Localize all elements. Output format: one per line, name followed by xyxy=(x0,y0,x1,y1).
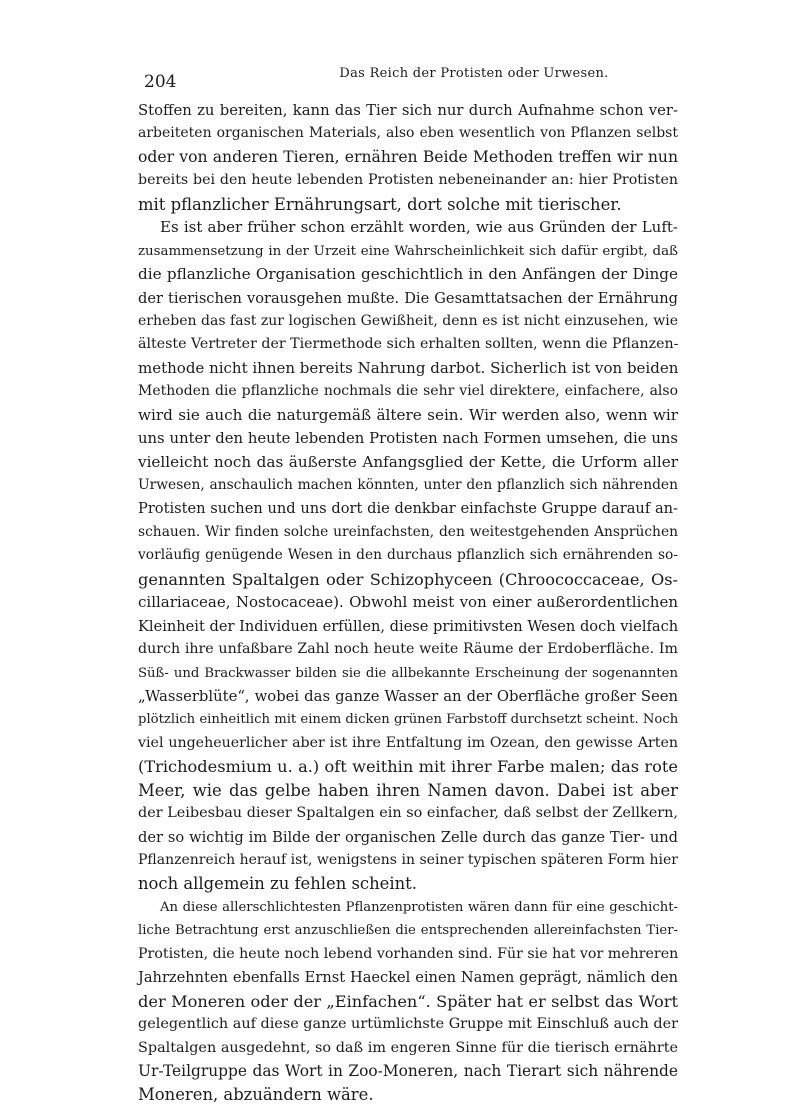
text-line: viel ungeheuerlicher aber ist ihre Entfaltung im Ozean, den gewisse Arten xyxy=(138,734,678,751)
text-line: genannten Spaltalgen oder Schizophyceen (Chroococcaceae, Os- xyxy=(138,569,678,589)
text-line: vorläufig genügende Wesen in den durchaus pflanzlich sich ernährenden so- xyxy=(138,547,678,564)
page-header xyxy=(144,60,664,90)
text-line: der so wichtig im Bilde der organischen Zelle durch das ganze Tier- und xyxy=(138,828,678,846)
text-line: erheben das fast zur logischen Gewißheit, denn es ist nicht einzusehen, wie xyxy=(138,312,678,329)
text-line: Methoden die pflanzliche nochmals die sehr viel direktere, einfachere, also xyxy=(138,383,678,400)
paragraph xyxy=(138,896,678,1107)
page-number: 204 xyxy=(144,72,177,92)
text-line: vielleicht noch das äußerste Anfangsglied der Kette, die Urform aller xyxy=(138,452,678,471)
text-line: wird sie auch die naturgemäß ältere sein. Wir werden also, wenn wir xyxy=(138,405,678,424)
text-line: arbeiteten organischen Materials, also eben wesentlich von Pflanzen selbst xyxy=(138,125,678,142)
running-title: Das Reich der Protisten oder Urwesen. xyxy=(339,66,609,81)
text-line: (Trichodesmium u. a.) oft weithin mit ihrer Farbe malen; das rote xyxy=(138,757,678,777)
text-line: uns unter den heute lebenden Protisten nach Formen umsehen, die uns xyxy=(138,430,678,448)
text-line: mit pflanzlicher Ernährungsart, dort solche mit tierischer. xyxy=(138,194,622,214)
text-line: schauen. Wir finden solche ureinfachsten, den weitestgehenden Ansprüchen xyxy=(138,523,678,540)
text-line: durch ihre unfaßbare Zahl noch heute weite Räume der Erdoberfläche. Im xyxy=(138,641,678,658)
text-line: Süß- und Brackwasser bilden sie die allbekannte Erscheinung der sogenannten xyxy=(138,665,678,681)
text-line: Protisten suchen und uns dort die denkbar einfachste Gruppe darauf an- xyxy=(138,500,678,518)
paragraph xyxy=(138,99,678,216)
text-line: Spaltalgen ausgedehnt, so daß im engeren Sinne für die tierisch ernährte xyxy=(138,1039,678,1056)
text-line: Stoffen zu bereiten, kann das Tier sich nur durch Aufnahme schon ver- xyxy=(138,102,678,119)
body-text xyxy=(138,99,678,1107)
text-line: gelegentlich auf diese ganze urtümlichste Gruppe mit Einschluß auch der xyxy=(138,1016,678,1033)
text-line: Es ist aber früher schon erzählt worden, wie aus Gründen der Luft- xyxy=(160,218,678,237)
text-line: der Leibesbau dieser Spaltalgen ein so einfacher, daß selbst der Zellkern, xyxy=(138,805,678,822)
text-line: Urwesen, anschaulich machen könnten, unter den pflanzlich sich nährenden xyxy=(138,477,678,493)
text-line: methode nicht ihnen bereits Nahrung darbot. Sicherlich ist von beiden xyxy=(138,358,679,377)
text-line: die pflanzliche Organisation geschichtlich in den Anfängen der Dinge xyxy=(138,265,678,284)
text-line: liche Betrachtung erst anzuschließen die entsprechenden allereinfachsten Tier- xyxy=(138,923,678,939)
text-line: Moneren, abzuändern wäre. xyxy=(138,1085,374,1105)
text-line: Ur-Teilgruppe das Wort in Zoo-Moneren, nach Tierart sich nährende xyxy=(138,1061,678,1080)
text-line: Kleinheit der Individuen erfüllen, diese primitivsten Wesen doch vielfach xyxy=(138,617,679,635)
text-line: cillariaceae, Nostocaceae). Obwohl meist von einer außerordentlichen xyxy=(138,593,678,612)
text-line: Jahrzehnten ebenfalls Ernst Haeckel einen Namen geprägt, nämlich den xyxy=(138,969,678,987)
text-line: älteste Vertreter der Tiermethode sich erhalten sollten, wenn die Pflanzen- xyxy=(138,336,679,353)
text-line: plötzlich einheitlich mit einem dicken grünen Farbstoff durchsetzt scheint. Noch xyxy=(138,712,679,728)
text-line: „Wasserblüte“, wobei das ganze Wasser an der Oberfläche großer Seen xyxy=(138,687,678,705)
text-line: Meer, wie das gelbe haben ihren Namen davon. Dabei ist aber xyxy=(138,780,678,800)
text-line: An diese allerschlichtesten Pflanzenprotisten wären dann für eine geschicht- xyxy=(160,899,678,915)
text-line: der tierischen vorausgehen mußte. Die Gesamttatsachen der Ernährung xyxy=(138,289,678,307)
text-line: Pflanzenreich herauf ist, wenigstens in seiner typischen späteren Form hier xyxy=(138,852,678,868)
text-line: noch allgemein zu fehlen scheint. xyxy=(138,874,417,894)
text-line: bereits bei den heute lebenden Protisten nebeneinander an: hier Protisten xyxy=(138,172,678,189)
text-line: oder von anderen Tieren, ernähren Beide Methoden treffen wir nun xyxy=(138,147,678,166)
text-line: Protisten, die heute noch lebend vorhanden sind. Für sie hat vor mehreren xyxy=(138,945,679,962)
paragraph xyxy=(138,216,678,896)
text-line: zusammensetzung in der Urzeit eine Wahrscheinlichkeit sich dafür ergibt, daß xyxy=(138,243,678,259)
text-line: der Moneren oder der „Einfachen“. Später hat er selbst das Wort xyxy=(138,991,678,1011)
